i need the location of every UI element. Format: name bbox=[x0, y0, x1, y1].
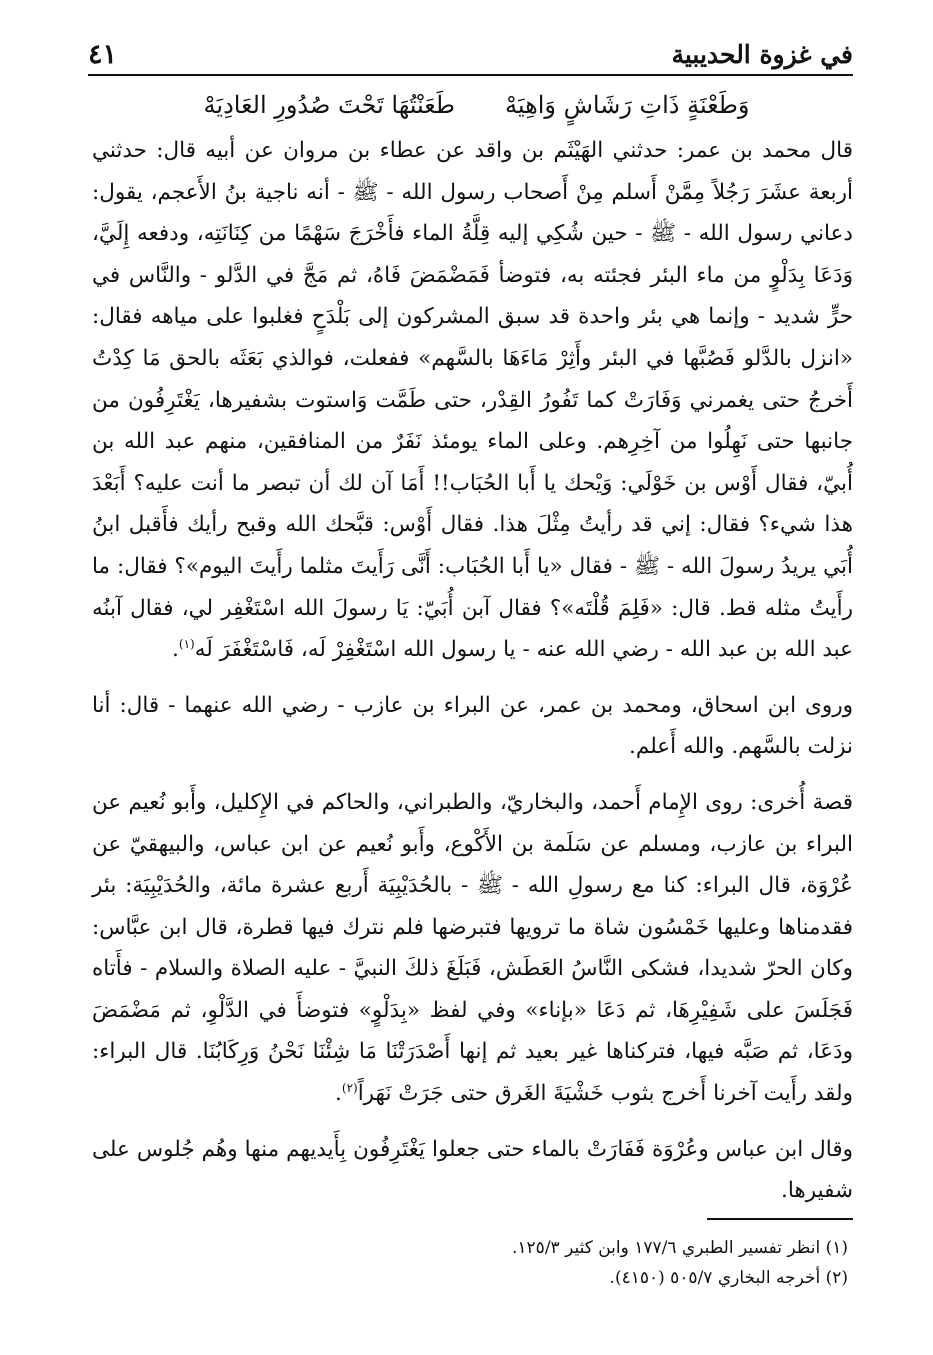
chapter-title: في غزوة الحديبية bbox=[671, 39, 853, 69]
paragraph bbox=[92, 685, 853, 768]
paragraph-text: قال محمد بن عمر: حدثني الهَيْثَم بن واقد عن عطاء بن مروان عن أبيه قال: حدثني أربعة عشَرَ رَجُلاً مِمَّنْ أَسلم مِنْ أَصحاب رسول الله - ﷺ - أنه ناجية بنُ الأَعجم، يقول: دعاني رسول الله - ﷺ - حين شُكِي إليه قِلَّةُ الماء فأَخْرَجَ سَهْمًا من كِنَانَتِه، ودفعه إِلَيَّ، وَدَعَا بِدَلْوٍ من ماء البئر فجئته به، فتوضأ فَمَضْمَضَ فَاهُ، ثم مَجَّ في الدَّلو - والنَّاس في حرٍّ شديد - وإنما هي بئر واحدة قد سبق المشركون إلى بَلْدَحٍ فغلبوا على مياهه فقال: «انزل بالدَّلو فَصُبَّها في البئر وأَثِرْ مَاءَهَا بالسَّهم» ففعلت، فوالذي بَعَثَه بالحق مَا كِدْتُ أَخرجُ حتى يغمرني وَفَارَتْ كما تَفُورُ القِدْر، حتى طَمَّت وَاستوت بشفيرها، يَغْتَرِفُون من جانبها حتى نَهِلُوا من آخِرِهم. وعلى الماء يومئذ نَفَرٌ من المنافقين، منهم عبد الله بن أُبيّ، فقال أَوْس بن خَوْلَي: وَيْحك يا أَبا الحُبَاب!! أَمَا آن لك أن تبصر ما أنت عليه؟ أَبَعْدَ هذا شيء؟ فقال: إني قد رأيتُ مِثْلَ هذا. فقال أَوْس: قبَّحك الله وقبح رأيك فأَقبل ابنُ أُبَي يريدُ رسولَ الله - ﷺ - فقال «يا أَبا الحُبَاب: أَنَّى رَأَيتَ مثلما رأَيتَ اليوم»؟ فقال: ما رأَيتُ مثله قط. قال: «فَلِمَ قُلْتَه»؟ فقال آبن أُبَيّ: يَا رسولَ الله اسْتَغْفِر لي، فقال آبنُه عبد الله بن عبد الله - رضي الله عنه - يا رسول الله اسْتَغْفِرْ لَه، فَاسْتَغْفَرَ لَه bbox=[92, 138, 853, 663]
footnote-item: (٢) أخرجه البخاري ٥٠٥/٧ (٤١٥٠). bbox=[609, 1268, 848, 1288]
footnote-divider bbox=[707, 1218, 853, 1220]
paragraph-tail: . bbox=[172, 637, 179, 663]
paragraph bbox=[92, 782, 853, 1115]
footnote-reference[interactable]: (١) bbox=[178, 636, 195, 651]
paragraph-tail: . bbox=[335, 1081, 342, 1107]
paragraph bbox=[92, 1129, 853, 1212]
paragraph-text: قصة أُخرى: روى الإِمام أَحمد، والبخاريّ، والطبراني، والحاكم في الإِكليل، وأَبو نُعيم عن البراء بن عازب، ومسلم عن سَلَمة بن الأَكْوع، وأَبو نُعيم عن ابن عباس، والبيهقيّ عن عُرْوَة، قال البراء: كنا مع رسولِ الله - ﷺ - بالحُدَيْبِيَة أَربع عشرة مائة، والحُدَيْبِيَة: بئر فقدمناها وعليها خَمْسُون شاة ما ترويها فتبرضها فلم نترك فيها قطرة، قال ابن عبَّاس: وكان الحرّ شديدا، فشكى النَّاسُ العَطَش، فَبَلَغَ ذلكَ النبيَّ - عليه الصلاة والسلام - فأَتاه فَجَلَسَ على شَفِيْرِهَا، ثم دَعَا «بإناء» وفي لفظ «بِدَلْوٍ» فتوضأَ في الدَّلْوِ، ثم مَضْمَضَ ودَعَا، ثم صَبَّه فيها، فتركناها غير بعيد ثم إنها أَصْدَرَتْنَا مَا شِئْنَا نَحْنُ وَرِكَابُنَا. قال البراء: ولقد رأَيت آخرنا أَخرج بثوب خَشْيَةَ الغَرق حتى جَرَتْ نَهَراً bbox=[92, 789, 853, 1107]
paragraph bbox=[92, 130, 853, 671]
footnote-item: (١) انظر تفسير الطبري ١٧٧/٦ وابن كثير ١٢٥/٣. bbox=[512, 1238, 848, 1258]
poetry-verse bbox=[100, 84, 853, 126]
page-number: ٤١ bbox=[88, 38, 118, 70]
running-header bbox=[88, 34, 853, 76]
verse-first-hemistich: وَطَعْنَةٍ ذَاتِ رَشَاشٍ وَاهِيَهْ bbox=[504, 91, 750, 119]
footnotes bbox=[300, 1233, 848, 1293]
paragraph-text: وقال ابن عباس وعُرْوَة فَفَارَتْ بالماء حتى جعلوا يَغْتَرِفُون بِأَيديهم منها وهُم جُلوس على شفيرها. bbox=[92, 1136, 853, 1204]
paragraph-text: وروى ابن اسحاق، ومحمد بن عمر، عن البراء بن عازب - رضي الله عنهما - قال: أنا نزلت بالسَّهم. والله أَعلم. bbox=[92, 692, 853, 760]
main-text bbox=[92, 130, 853, 1212]
footnote-reference[interactable]: (٢) bbox=[341, 1080, 358, 1095]
verse-second-hemistich: طَعَنْتُهَا تَحْتَ صُدُورِ العَادِيَهْ bbox=[203, 91, 455, 119]
